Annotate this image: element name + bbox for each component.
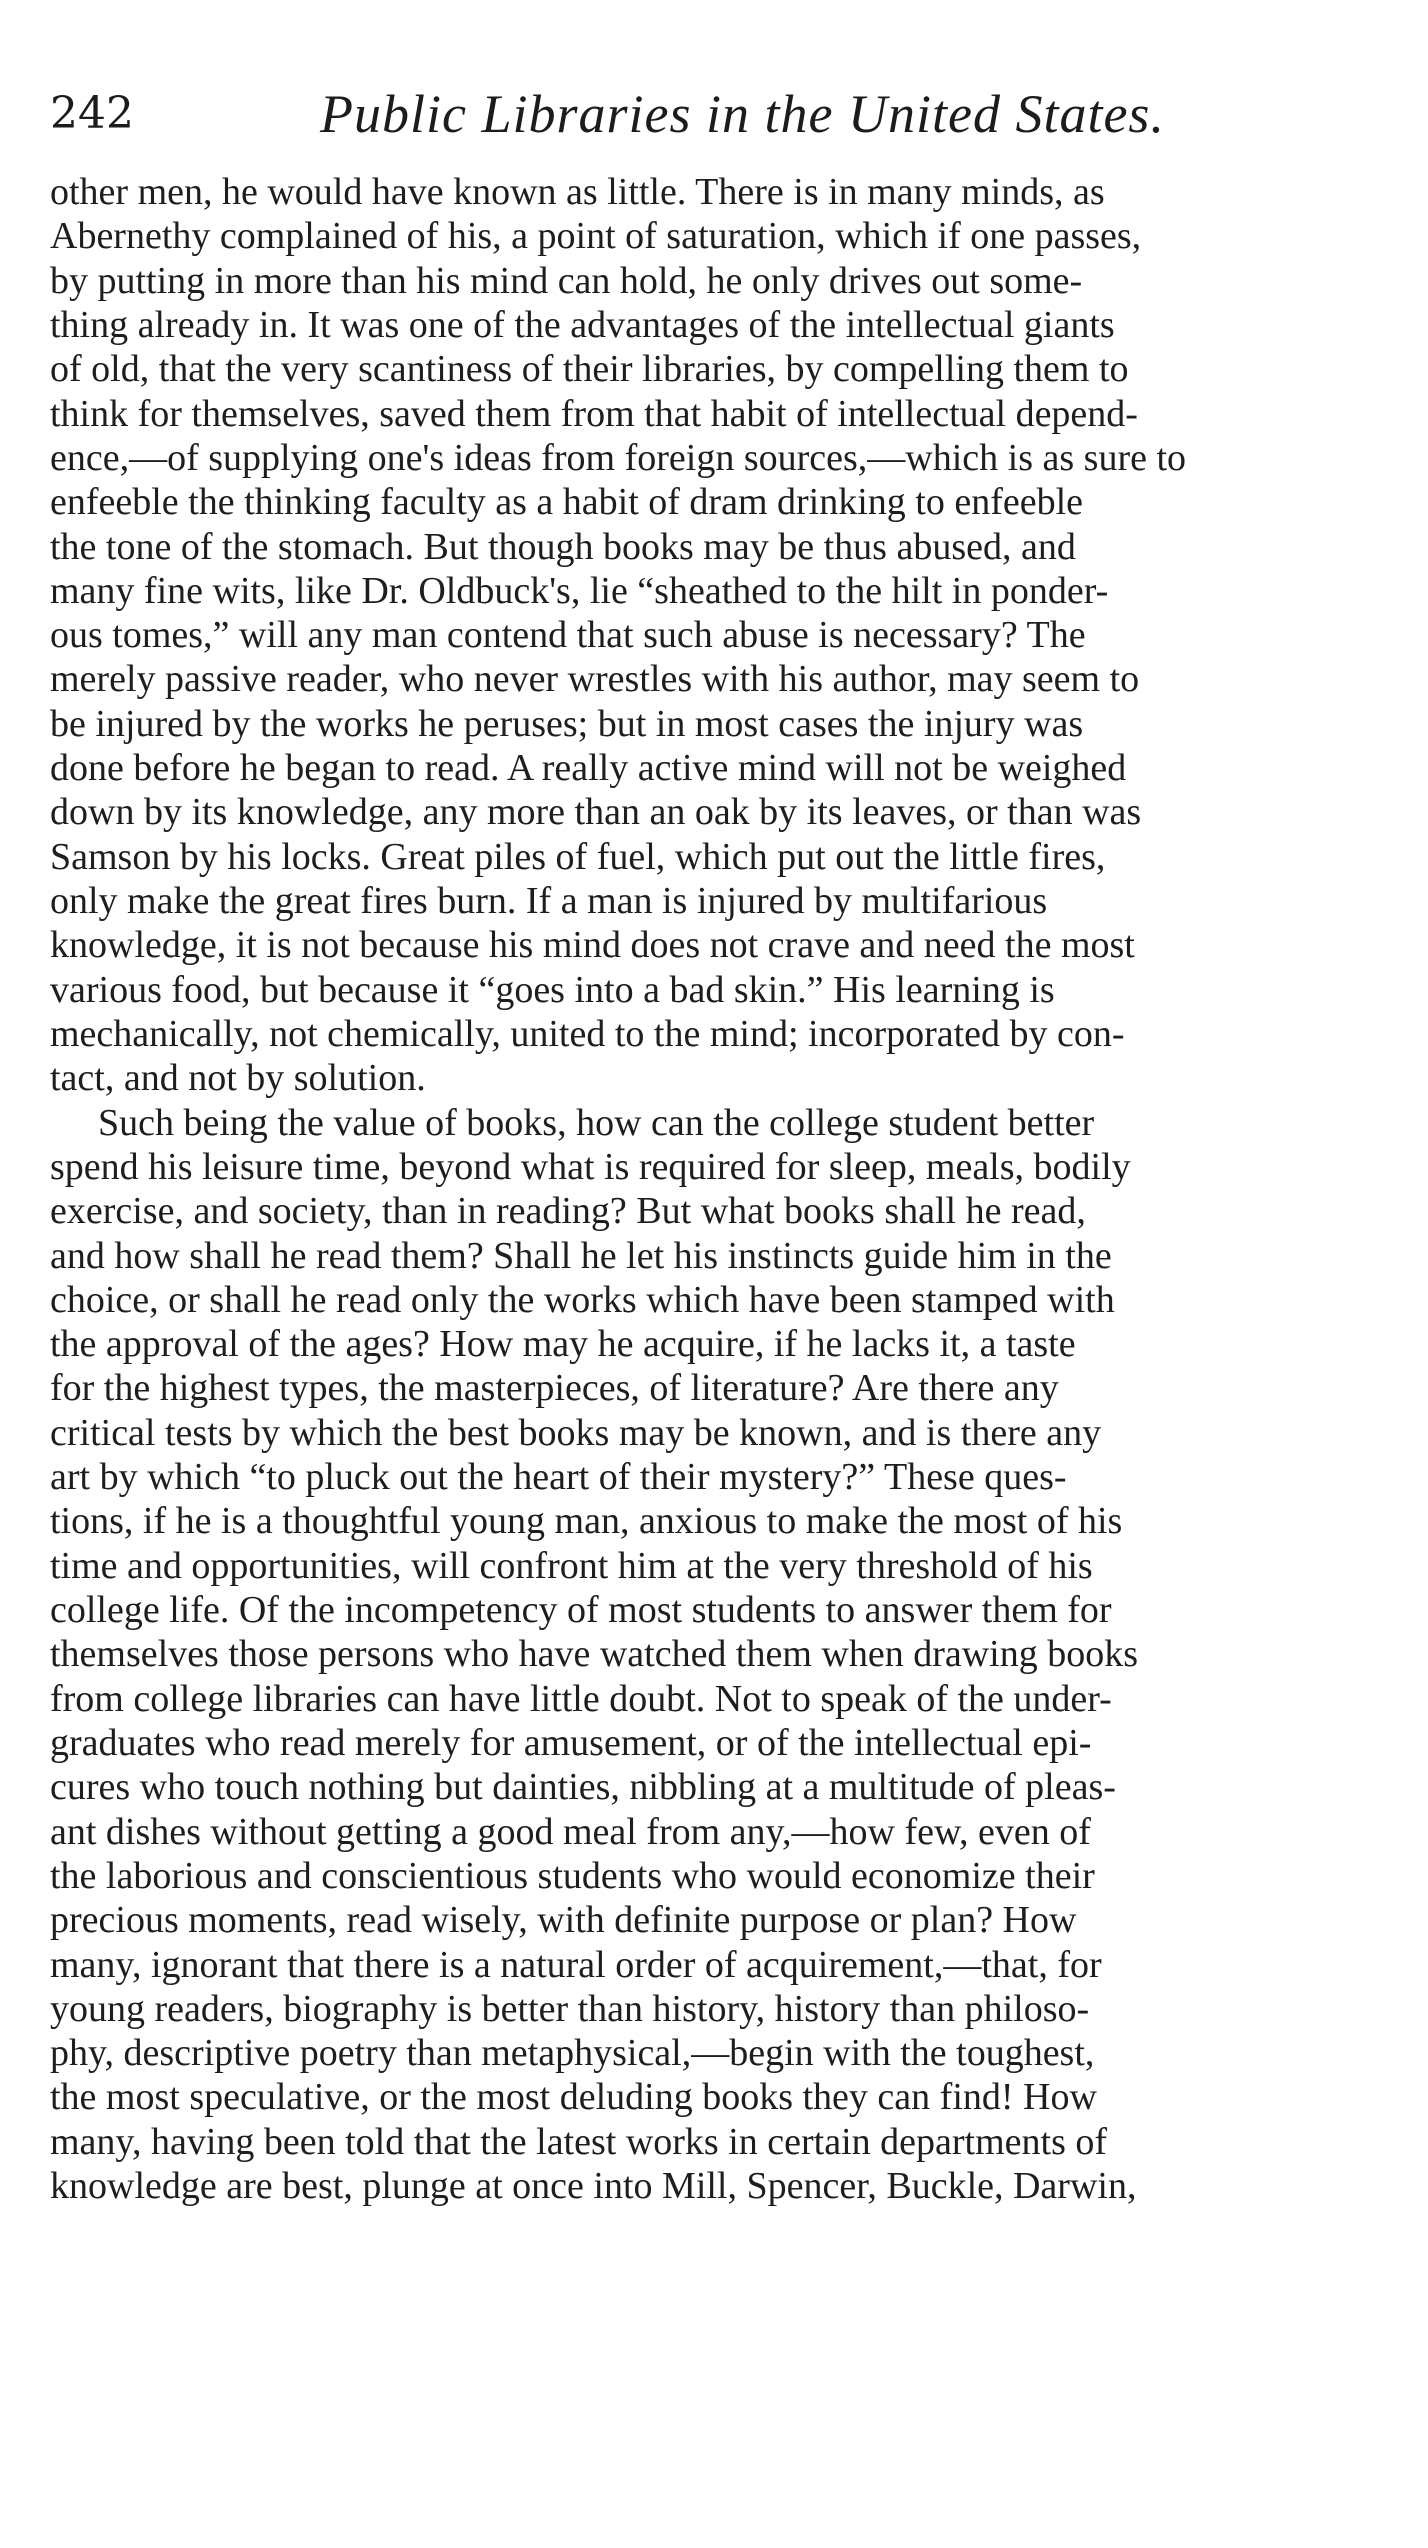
text-line: tact, and not by solution. <box>50 1057 426 1100</box>
text-line: done before he began to read. A really active mind will not be weighed <box>50 747 1127 790</box>
text-line: critical tests by which the best books may be known, and is there any <box>50 1411 1102 1454</box>
text-line: of old, that the very scantiness of their libraries, by compelling them to <box>50 348 1129 391</box>
text-line: be injured by the works he peruses; but in most cases the injury was <box>50 702 1084 745</box>
text-line: themselves those persons who have watched them when drawing books <box>50 1633 1139 1676</box>
text-line: other men, he would have known as little. There is in many minds, as <box>50 171 1105 213</box>
text-line: enfeeble the thinking faculty as a habit of dram drinking to enfeeble <box>50 481 1084 524</box>
text-line: graduates who read merely for amusement, or of the intellectual epi- <box>50 1721 1092 1764</box>
text-line: many fine wits, like Dr. Oldbuck's, lie “sheathed to the hilt in ponder- <box>50 569 1109 612</box>
text-line: knowledge are best, plunge at once into Mill, Spencer, Buckle, Darwin, <box>50 2165 1137 2208</box>
text-line: precious moments, read wisely, with definite purpose or plan? How <box>50 1899 1077 1942</box>
text-line: exercise, and society, than in reading? But what books shall he read, <box>50 1190 1086 1233</box>
text-line: think for themselves, saved them from that habit of intellectual depend- <box>50 392 1138 435</box>
text-line: only make the great fires burn. If a man is injured by multifarious <box>50 880 1048 922</box>
text-line: thing already in. It was one of the advantages of the intellectual giants <box>50 303 1115 346</box>
text-line: ence,—of supplying one's ideas from foreign sources,—which is as sure to <box>50 436 1187 479</box>
text-line: spend his leisure time, beyond what is required for sleep, meals, bodily <box>50 1145 1131 1188</box>
text-line: tions, if he is a thoughtful young man, anxious to make the most of his <box>50 1500 1123 1543</box>
text-line: choice, or shall he read only the works which have been stamped with <box>50 1278 1115 1321</box>
text-line: college life. Of the incompetency of most students to answer them for <box>50 1589 1112 1631</box>
text-line: many, having been told that the latest works in certain departments of <box>50 2120 1108 2163</box>
text-line: the laborious and conscientious students who would economize their <box>50 1854 1095 1897</box>
text-line: for the highest types, the masterpieces, of literature? Are there any <box>50 1367 1059 1410</box>
text-line: ous tomes,” will any man contend that such abuse is necessary? The <box>50 614 1086 657</box>
text-line: from college libraries can have little doubt. Not to speak of the under- <box>50 1677 1112 1720</box>
text-line: time and opportunities, will confront him at the very threshold of his <box>50 1544 1093 1587</box>
text-line: Such being the value of books, how can the college student better <box>98 1101 1095 1144</box>
text-line: and how shall he read them? Shall he let his instincts guide him in the <box>50 1234 1112 1277</box>
text-line: Samson by his locks. Great piles of fuel, which put out the little fires, <box>50 835 1106 878</box>
page-number: 242 <box>50 88 134 139</box>
text-line: Abernethy complained of his, a point of saturation, which if one passes, <box>50 215 1142 258</box>
text-line: many, ignorant that there is a natural order of acquirement,—that, for <box>50 1943 1102 1986</box>
text-line: knowledge, it is not because his mind does not crave and need the most <box>50 924 1135 967</box>
text-line: by putting in more than his mind can hold, he only drives out some- <box>50 259 1083 302</box>
text-line: the most speculative, or the most deluding books they can find! How <box>50 2076 1097 2119</box>
text-line: mechanically, not chemically, united to the mind; incorporated by con- <box>50 1012 1125 1055</box>
text-line: the approval of the ages? How may he acquire, if he lacks it, a taste <box>50 1323 1076 1366</box>
text-line: cures who touch nothing but dainties, nibbling at a multitude of pleas- <box>50 1766 1116 1809</box>
page-header <box>50 84 1380 154</box>
running-title: Public Libraries in the United States. <box>320 84 1165 144</box>
text-line: young readers, biography is better than history, history than philoso- <box>50 1987 1090 2030</box>
text-line: various food, but because it “goes into a bad skin.” His learning is <box>50 968 1055 1011</box>
text-line: merely passive reader, who never wrestles with his author, may seem to <box>50 658 1140 701</box>
body-text <box>50 170 1383 2208</box>
text-line: phy, descriptive poetry than metaphysical,—begin with the toughest, <box>50 2032 1095 2075</box>
text-line: art by which “to pluck out the heart of their mystery?” These ques- <box>50 1456 1067 1499</box>
text-line: ant dishes without getting a good meal from any,—how few, even of <box>50 1810 1091 1853</box>
text-line: down by its knowledge, any more than an oak by its leaves, or than was <box>50 791 1142 834</box>
text-line: the tone of the stomach. But though books may be thus abused, and <box>50 525 1076 568</box>
